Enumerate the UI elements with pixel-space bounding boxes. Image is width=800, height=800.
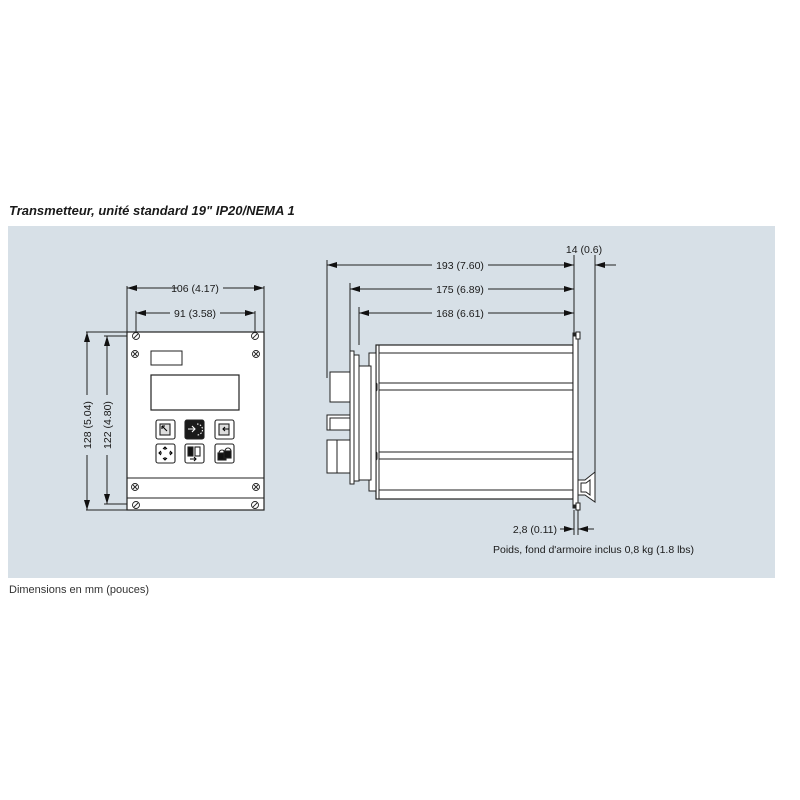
dim-handle-depth: 14 (0.6): [565, 244, 603, 256]
dim-height-outer: 128 (5.04): [82, 401, 94, 449]
dim-width-outer: 106 (4.17): [171, 283, 219, 295]
units-footnote: Dimensions en mm (pouces): [9, 584, 149, 596]
side-view: [327, 255, 616, 535]
weight-note: Poids, fond d'armoire inclus 0,8 kg (1.8 lbs): [493, 544, 695, 556]
dim-depth-total: 193 (7.60): [436, 260, 484, 272]
diagram-title: Transmetteur, unité standard 19" IP20/NEMA 1: [9, 203, 295, 218]
dim-plate-thickness: 2,8 (0.11): [512, 524, 557, 536]
dim-depth-mid: 175 (6.89): [436, 284, 484, 296]
dim-height-holes: 122 (4.80): [102, 401, 114, 449]
dim-depth-body: 168 (6.61): [436, 308, 484, 320]
dim-width-holes: 91 (3.58): [173, 308, 217, 320]
